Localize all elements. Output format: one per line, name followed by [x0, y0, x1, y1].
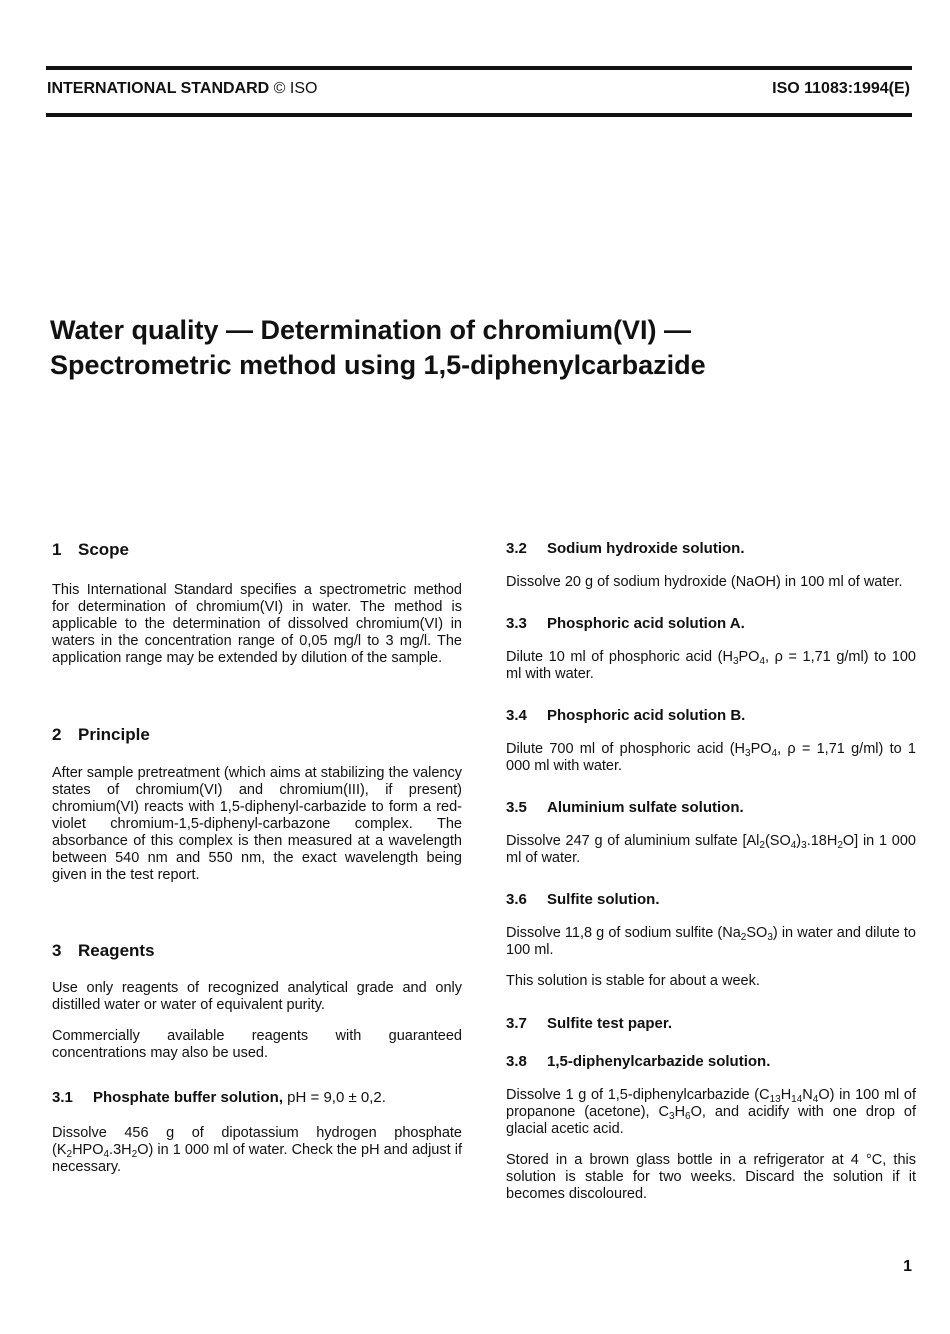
- subsection-title: Phosphate buffer solution,: [93, 1089, 283, 1106]
- subsection-3-8-note: Stored in a brown glass bottle in a refrigerator at 4 °C, this solution is stable for two weeks. Discard the solution if it becomes discoloured.: [506, 1152, 916, 1202]
- subsection-number: 3.2: [506, 540, 527, 557]
- subsection-3-1-text: Dissolve 456 g of dipotassium hydrogen phosphate $(K_2HPO_4.3H_2O)$ in 1 000 ml of water. Check the pH and adjust if necessary.: [52, 1125, 462, 1175]
- subsection-number: 3.6: [506, 891, 527, 908]
- section-scope-heading: [52, 540, 462, 560]
- subsection-3-3-text: Dilute 10 ml of phosphoric acid ($H_3PO_4$, ρ = 1,71 g/ml) to 100 ml with water.: [506, 649, 916, 682]
- subsection-3-8-text: Dissolve 1 g of 1,5-diphenylcarbazide $(C_{13}H_{14}N_4O)$ in 100 ml of propanone (acetone), $C_3H_6O$, and acidify with one drop of glacial acetic acid.: [506, 1087, 917, 1137]
- subsection-number: 3.1: [52, 1089, 73, 1106]
- subsection-title: Sulfite solution.: [547, 891, 660, 908]
- subsection-3-4-heading: [506, 707, 916, 724]
- subsection-3-6-note: This solution is stable for about a week.: [506, 973, 760, 989]
- section-number: 2: [52, 725, 62, 744]
- reagents-text-1: Use only reagents of recognized analytical grade and only distilled water or water of equivalent purity.: [52, 980, 462, 1013]
- subsection-number: 3.3: [506, 615, 527, 632]
- subsection-title: Phosphoric acid solution A.: [547, 615, 745, 632]
- header-top-rule: [46, 66, 912, 70]
- scope-text: This International Standard specifies a spectrometric method for determination of chromium(VI) in water. The method is applicable to the determination of dissolved chromium(VI) in waters in the concentration range of 0,05 mg/l to 3 mg/l. The application range may be extended by dilution of the sample.: [52, 582, 462, 666]
- subsection-3-5-heading: [506, 799, 916, 816]
- principle-text: After sample pretreatment (which aims at stabilizing the valency states of chromium(VI) and chromium(III), if present) chromium(VI) reacts with 1,5-diphenyl-carbazide to form a red-violet chromium-1,5-diphenyl-carbazone complex. The absorbance of this complex is then measured at a wavelength between 540 nm and 550 nm, the exact wavelength being given in the test report.: [52, 765, 462, 883]
- subsection-number: 3.4: [506, 707, 527, 724]
- subsection-3-2-heading: [506, 540, 916, 557]
- document-title: [50, 313, 910, 383]
- subsection-3-3-heading: [506, 615, 916, 632]
- subsection-title: Aluminium sulfate solution.: [547, 799, 744, 816]
- section-number: 1: [52, 540, 62, 559]
- subsection-title: Sodium hydroxide solution.: [547, 540, 745, 557]
- subsection-3-1-heading: [52, 1089, 462, 1106]
- section-title: Scope: [78, 540, 130, 559]
- header-standard-label: INTERNATIONAL STANDARD: [47, 80, 270, 97]
- subsection-title: Phosphoric acid solution B.: [547, 707, 746, 724]
- subsection-title-suffix: pH = 9,0 ± 0,2.: [287, 1089, 386, 1106]
- subsection-3-6-heading: [506, 891, 916, 908]
- header-bottom-rule: [46, 113, 912, 117]
- subsection-number: 3.5: [506, 799, 527, 816]
- reagents-text-2: Commercially available reagents with guaranteed concentrations may also be used.: [52, 1028, 462, 1061]
- subsection-title: 1,5-diphenylcarbazide solution.: [547, 1053, 771, 1070]
- subsection-3-6-text: Dissolve 11,8 g of sodium sulfite $(Na_2SO_3)$ in water and dilute to 100 ml.: [506, 925, 916, 958]
- subsection-3-2-text: Dissolve 20 g of sodium hydroxide (NaOH) in 100 ml of water.: [506, 574, 903, 590]
- section-title: Reagents: [78, 941, 155, 960]
- section-number: 3: [52, 941, 62, 960]
- page-number: 1: [903, 1258, 912, 1275]
- header-copyright: © ISO: [273, 80, 318, 97]
- subsection-3-8-heading: [506, 1053, 916, 1070]
- section-principle-heading: [52, 725, 462, 745]
- header-left: [47, 80, 317, 98]
- subsection-3-5-text: Dissolve 247 g of aluminium sulfate $[Al_2(SO_4)_3.18H_2O]$ in 1 000 ml of water.: [506, 833, 916, 866]
- subsection-title: Sulfite test paper.: [547, 1015, 673, 1032]
- header-doc-id: ISO 11083:1994(E): [772, 80, 910, 97]
- subsection-number: 3.7: [506, 1015, 527, 1032]
- left-column: [52, 540, 462, 1176]
- subsection-3-4-text: Dilute 700 ml of phosphoric acid ($H_3PO_4$, ρ = 1,71 g/ml) to 1 000 ml with water.: [506, 741, 916, 774]
- subsection-3-7-heading: [506, 1015, 916, 1032]
- subsection-number: 3.8: [506, 1053, 527, 1070]
- right-column: [506, 540, 916, 1203]
- section-title: Principle: [78, 725, 150, 744]
- title-line-2: Spectrometric method using 1,5-diphenylcarbazide: [50, 350, 706, 380]
- title-line-1: Water quality — Determination of chromium(VI) —: [50, 315, 692, 345]
- section-reagents-heading: [52, 941, 462, 961]
